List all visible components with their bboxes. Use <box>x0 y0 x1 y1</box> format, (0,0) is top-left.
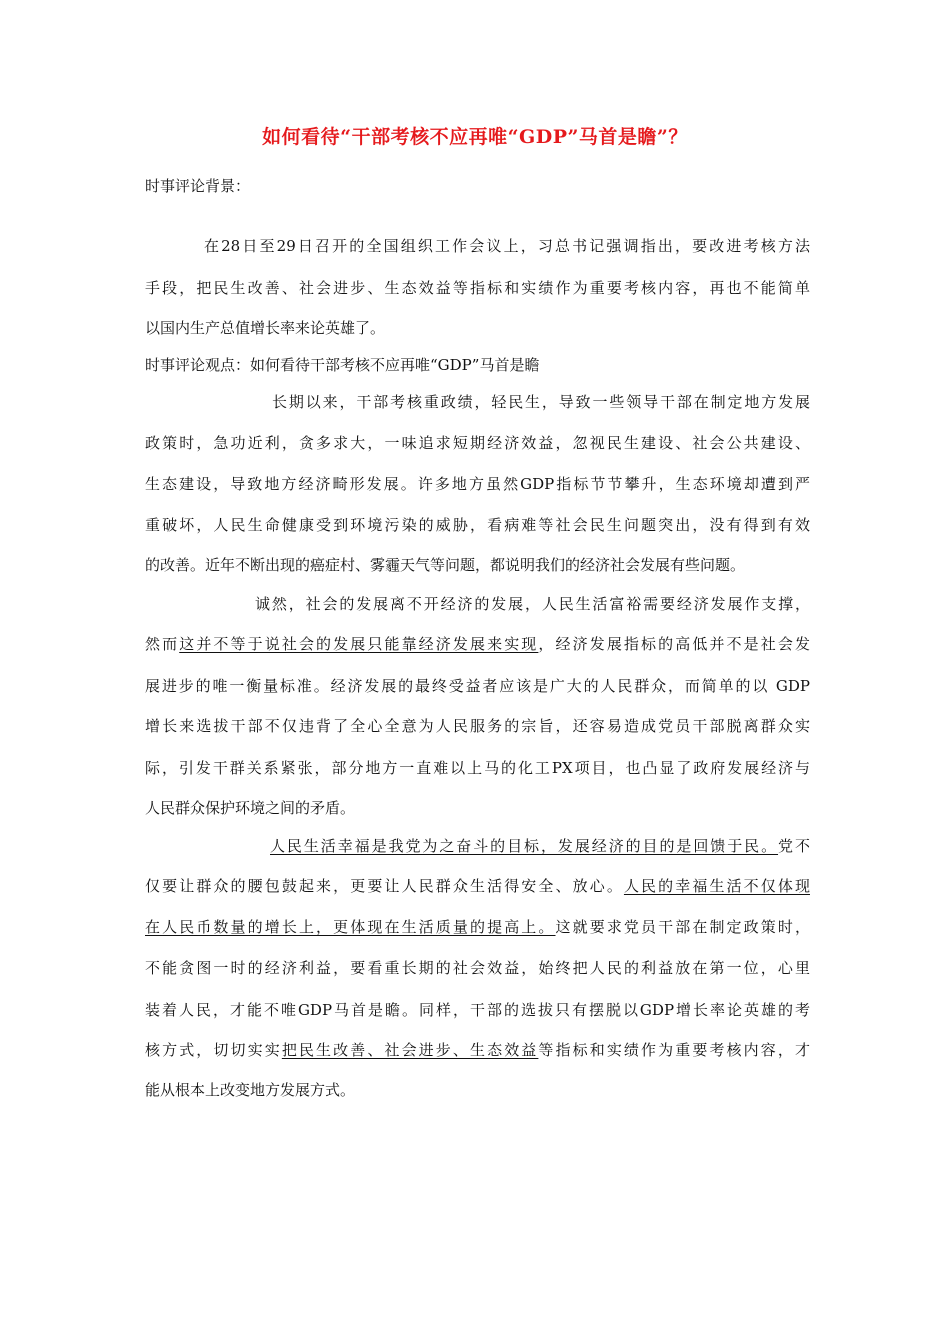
p3-line-3 <box>145 917 810 937</box>
p2-line-4: 增长来选拔干部不仅违背了全心全意为人民服务的宗旨，还容易造成党员干部脱离群众实 <box>145 717 810 735</box>
p2-line-2-pre: 然而 <box>145 635 180 653</box>
p3-line-3-post: 这就要求党员干部在制定政策时， <box>555 918 810 936</box>
p3-line-5: 装着人民，才能不唯GDP马首是瞻。同样，干部的选拔只有摆脱以GDP增长率论英雄的考 <box>145 1001 810 1019</box>
p3-line-2 <box>145 876 810 896</box>
p3-line-1-post: 党不 <box>778 837 810 855</box>
p1-line-3: 生态建设，导致地方经济畸形发展。许多地方虽然GDP指标节节攀升，生态环境却遭到严 <box>145 475 810 493</box>
p2-line-1: 诚然，社会的发展离不开经济的发展，人民生活富裕需要经济发展作支撑， <box>255 595 810 613</box>
p2-line-6: 人民群众保护环境之间的矛盾。 <box>145 799 356 817</box>
background-line-1: 在28日至29日召开的全国组织工作会议上，习总书记强调指出，要改进考核方法 <box>204 237 810 255</box>
background-line-3: 以国内生产总值增长率来论英雄了。 <box>145 319 386 337</box>
p3-line-7: 能从根本上改变地方发展方式。 <box>145 1081 356 1099</box>
p3-underlined-phrase-3: 把民生改善、社会进步、生态效益 <box>281 1041 539 1059</box>
p3-line-6 <box>145 1040 810 1060</box>
p2-line-5: 际，引发干群关系紧张，部分地方一直难以上马的化工PX项目，也凸显了政府发展经济与 <box>145 759 810 777</box>
p3-line-1 <box>270 836 810 856</box>
p3-line-6-post: 等指标和实绩作为重要考核内容，才 <box>538 1041 810 1059</box>
p1-line-2: 政策时，急功近利，贪多求大，一味追求短期经济效益，忽视民生建设、社会公共建设、 <box>145 434 810 452</box>
p3-underlined-phrase-2b: 在人民币数量的增长上，更体现在生活质量的提高上。 <box>145 918 556 936</box>
p2-underlined-phrase: 这并不等于说社会的发展只能靠经济发展来实现 <box>179 635 539 653</box>
p3-line-6-pre: 核方式，切切实实 <box>145 1041 282 1059</box>
p3-line-2-pre: 仅要让群众的腰包鼓起来，更要让人民群众生活得安全、放心。 <box>145 877 624 895</box>
p1-line-5: 的改善。近年不断出现的癌症村、雾霾天气等问题，都说明我们的经济社会发展有些问题。 <box>145 556 746 574</box>
p2-line-2-post: ，经济发展指标的高低并不是社会发 <box>538 635 810 653</box>
p3-underlined-phrase-1: 人民生活幸福是我党为之奋斗的目标，发展经济的目的是回馈于民。 <box>270 837 779 855</box>
viewpoint-label: 时事评论观点：如何看待干部考核不应再唯“GDP”马首是瞻 <box>145 356 540 374</box>
background-line-2: 手段，把民生改善、社会进步、生态效益等指标和实绩作为重要考核内容，再也不能简单 <box>145 279 810 297</box>
p1-line-4: 重破坏，人民生命健康受到环境污染的威胁，看病难等社会民生问题突出，没有得到有效 <box>145 516 810 534</box>
p3-underlined-phrase-2a: 人民的幸福生活不仅体现 <box>623 877 810 895</box>
article-title: 如何看待“干部考核不应再唯“GDP”马首是瞻”？ <box>262 126 688 148</box>
p1-line-1: 长期以来，干部考核重政绩，轻民生，导致一些领导干部在制定地方发展 <box>272 393 810 411</box>
p2-line-3: 展进步的唯一衡量标准。经济发展的最终受益者应该是广大的人民群众，而简单的以 GDP <box>145 677 810 695</box>
p3-line-4: 不能贪图一时的经济利益，要看重长期的社会效益，始终把人民的利益放在第一位，心里 <box>145 959 810 977</box>
p2-line-2 <box>145 634 810 654</box>
background-label: 时事评论背景： <box>145 177 251 195</box>
